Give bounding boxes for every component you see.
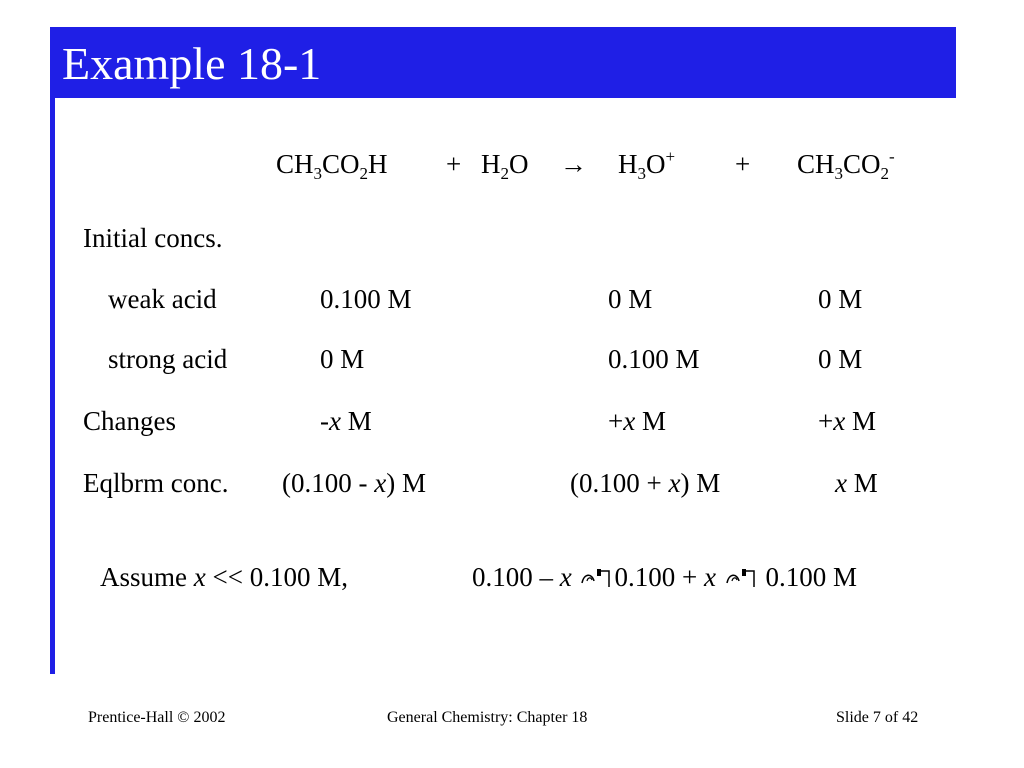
cell-value: 0 M [818,284,863,314]
cell-value: 0.100 M [608,344,700,374]
product-hydronium: $H_3O^+$ [618,147,676,183]
cell-value: 0.100 M [320,284,412,314]
initial-heading: Initial concs. [83,223,223,253]
row-label: Changes [83,406,176,436]
cell-value: 0 M [320,344,365,374]
approx-icon [578,567,614,591]
cell-value: -x M [320,406,372,436]
footer-publisher: Prentice-Hall © 2002 [88,709,226,726]
row-label: weak acid [108,284,217,314]
slide-title: Example 18-1 [62,38,322,89]
assumption-condition: Assume x << 0.100 M, [100,562,348,592]
footer-course: General Chemistry: Chapter 18 [387,709,588,726]
plus-sign: + [735,149,751,179]
cell-value: 0 M [818,344,863,374]
plus-sign: + [446,149,462,179]
row-label: strong acid [108,344,228,374]
approx-icon [723,567,759,591]
reaction-arrow: → [560,149,587,179]
cell-value: (0.100 - x) M [282,468,426,498]
cell-value: +x M [608,406,666,436]
cell-value: +x M [818,406,876,436]
cell-value: x M [835,468,878,498]
cell-value: (0.100 + x) M [570,468,721,498]
approximation-expression: 0.100 – x 0.100 + x 0.100 M [472,562,857,592]
left-accent-rule [50,98,55,674]
cell-value: 0 M [608,284,653,314]
row-label: Eqlbrm conc. [83,468,229,498]
product-acetate: $CH_3CO_2^-$ [797,147,895,183]
reactant-water: $H_2O$ [481,149,529,183]
footer-slide-number: Slide 7 of 42 [836,709,919,726]
reactant-acetic-acid: $CH_3CO_2H$ [276,149,388,183]
